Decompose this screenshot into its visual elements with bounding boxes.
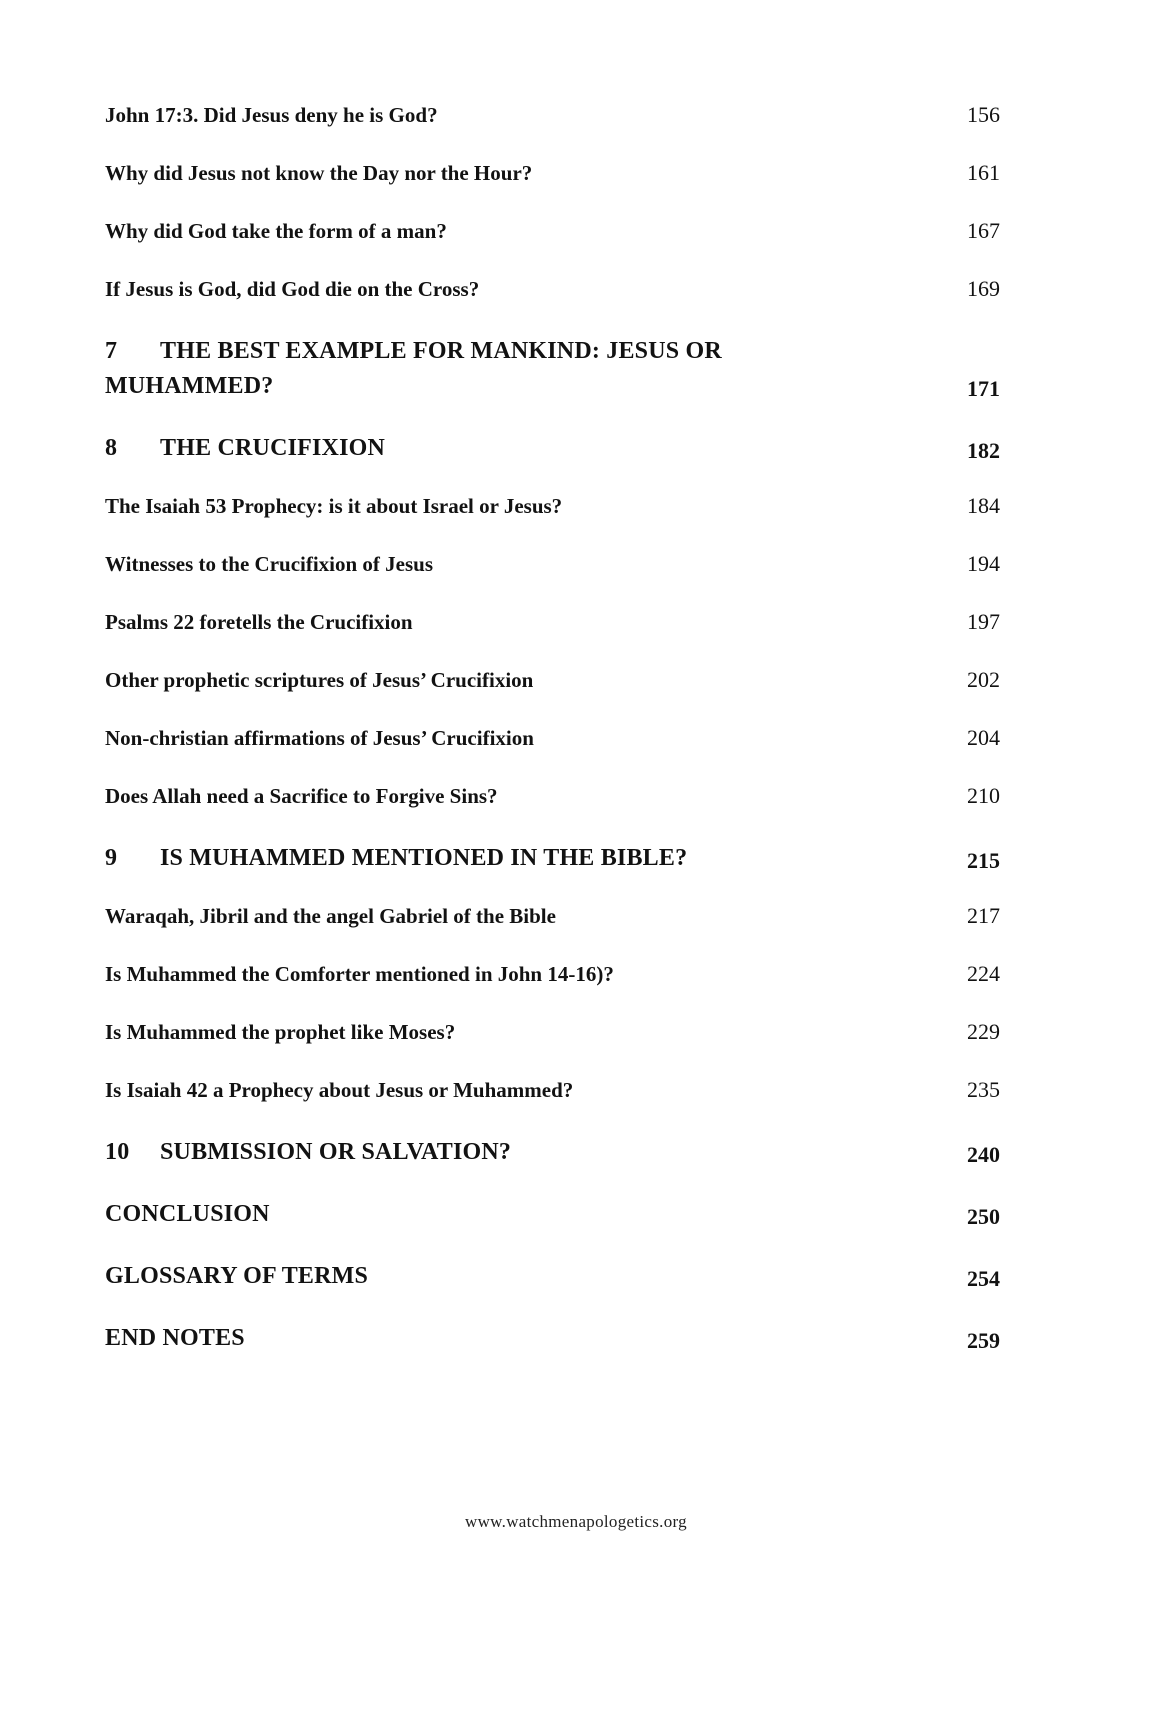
toc-entry-page: 210 [967, 783, 1000, 808]
toc-entry-title: Is Muhammed the prophet like Moses? [105, 1020, 456, 1044]
toc-chapter-title [105, 841, 687, 876]
toc-entry-title: Why did Jesus not know the Day nor the Hour? [105, 161, 533, 185]
toc-entry-title: If Jesus is God, did God die on the Cross? [105, 277, 480, 301]
toc-entry-page: 259 [967, 1328, 1000, 1353]
toc-chapter-label: THE BEST EXAMPLE FOR MANKIND: JESUS OR MUHAMMED? [105, 338, 722, 399]
toc-entry-title: Non-christian affirmations of Jesus’ Crucifixion [105, 726, 534, 750]
toc-entry-page: 167 [967, 218, 1000, 243]
toc-entry [105, 218, 1000, 244]
footer-url: www.watchmenapologetics.org [465, 1512, 687, 1531]
toc-entry-page: 235 [967, 1077, 1000, 1102]
toc-chapter-title [105, 1321, 245, 1356]
toc-entry [105, 551, 1000, 577]
toc-entry [105, 276, 1000, 302]
toc-entry-page: 217 [967, 903, 1000, 928]
toc-chapter-title [105, 431, 385, 466]
toc-entry-title: Is Isaiah 42 a Prophecy about Jesus or Muhammed? [105, 1078, 574, 1102]
toc-chapter-label: CONCLUSION [105, 1201, 270, 1227]
toc-entry-title: Why did God take the form of a man? [105, 219, 447, 243]
toc-chapter-entry [105, 841, 1000, 876]
toc-entry-page: 202 [967, 667, 1000, 692]
toc-chapter-number: 7 [105, 338, 118, 364]
toc-entry [105, 1077, 1000, 1103]
toc-entry-title: Other prophetic scriptures of Jesus’ Crucifixion [105, 668, 534, 692]
toc-entry-title: Waraqah, Jibril and the angel Gabriel of the Bible [105, 904, 556, 928]
toc-entry [105, 102, 1000, 128]
toc-entry-title: The Isaiah 53 Prophecy: is it about Israel or Jesus? [105, 494, 563, 518]
toc-entry-title: Psalms 22 foretells the Crucifixion [105, 610, 413, 634]
toc-entry-page: 224 [967, 961, 1000, 986]
toc-chapter-label: THE CRUCIFIXION [160, 435, 386, 461]
toc-chapter-title [105, 1259, 368, 1294]
toc-entry-page: 156 [967, 102, 1000, 127]
toc-entry-page: 215 [967, 848, 1000, 873]
toc-chapter-entry [105, 1197, 1000, 1232]
toc-chapter-number: 9 [105, 845, 118, 871]
toc-entry-page: 161 [967, 160, 1000, 185]
toc-chapter-title [105, 334, 815, 404]
toc-entry-page: 240 [967, 1142, 1000, 1167]
toc-entry-page: 182 [967, 438, 1000, 463]
toc-chapter-number: 10 [105, 1139, 130, 1165]
toc-chapter-title [105, 1135, 511, 1170]
toc-entry-title: Is Muhammed the Comforter mentioned in John 14-16)? [105, 962, 614, 986]
toc-entry [105, 961, 1000, 987]
toc-chapter-title [105, 1197, 270, 1232]
toc-entry [105, 1019, 1000, 1045]
toc-entry [105, 609, 1000, 635]
toc-entry [105, 667, 1000, 693]
toc-chapter-label: IS MUHAMMED MENTIONED IN THE BIBLE? [160, 845, 688, 871]
toc-entry-title: John 17:3. Did Jesus deny he is God? [105, 103, 438, 127]
toc-chapter-entry [105, 1259, 1000, 1294]
toc-chapter-entry [105, 334, 1000, 404]
toc-entry [105, 160, 1000, 186]
toc-entry-page: 250 [967, 1204, 1000, 1229]
toc-chapter-label: END NOTES [105, 1325, 245, 1351]
toc-chapter-label: SUBMISSION OR SALVATION? [160, 1139, 512, 1165]
toc-entry-page: 204 [967, 725, 1000, 750]
toc-chapter-entry [105, 1135, 1000, 1170]
toc-entry [105, 725, 1000, 751]
toc-chapter-label: GLOSSARY OF TERMS [105, 1263, 369, 1289]
toc-chapter-entry [105, 431, 1000, 466]
toc-entry-title: Does Allah need a Sacrifice to Forgive Sins? [105, 784, 498, 808]
toc-entry-page: 171 [967, 376, 1000, 401]
toc-entry-page: 229 [967, 1019, 1000, 1044]
toc-entry [105, 783, 1000, 809]
toc-entry [105, 493, 1000, 519]
toc-chapter-number: 8 [105, 435, 118, 461]
toc-entry-page: 254 [967, 1266, 1000, 1291]
toc-chapter-entry [105, 1321, 1000, 1356]
toc-entry [105, 903, 1000, 929]
toc-entry-page: 197 [967, 609, 1000, 634]
toc-entry-page: 169 [967, 276, 1000, 301]
toc-entry-page: 184 [967, 493, 1000, 518]
toc-entry-page: 194 [967, 551, 1000, 576]
toc-entry-title: Witnesses to the Crucifixion of Jesus [105, 552, 434, 576]
